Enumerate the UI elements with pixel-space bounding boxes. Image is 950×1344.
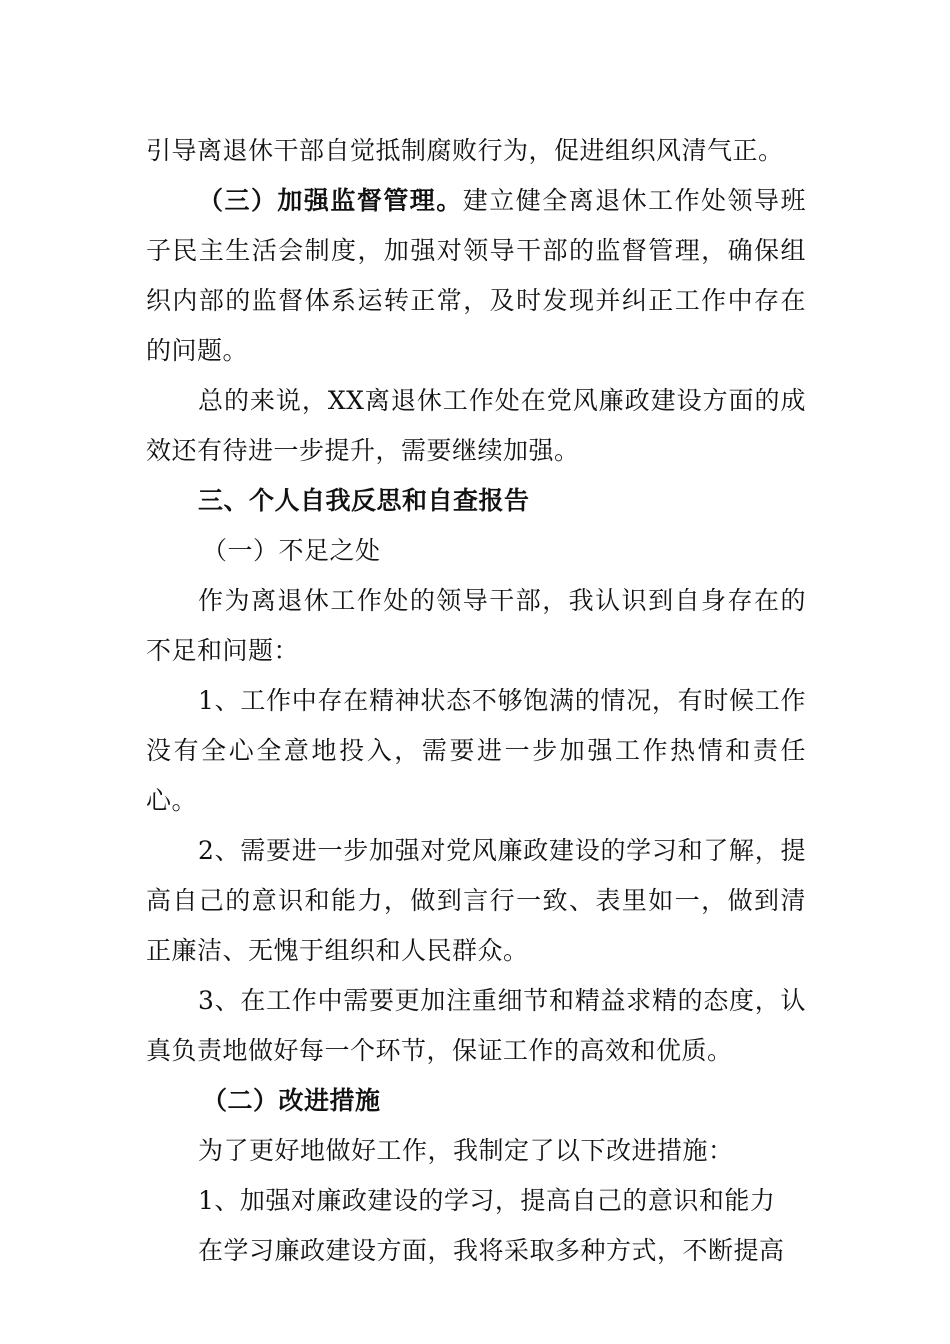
list-item-2: 2、需要进一步加强对党风廉政建设的学习和了解，提高自己的意识和能力，做到言行一致、表里如一，做到清正廉洁、无愧于组织和人民群众。	[146, 836, 806, 965]
paragraph-improvement-detail: 在学习廉政建设方面，我将采取多种方式，不断提高	[198, 1236, 785, 1265]
paragraph-summary: 总的来说，XX离退休工作处在党风廉政建设方面的成效还有待进一步提升，需要继续加强。	[146, 386, 806, 465]
paragraph-supervision	[146, 176, 806, 376]
subheading-shortcomings: （一）不足之处	[202, 536, 381, 565]
paragraph-improvement-intro: 为了更好地做好工作，我制定了以下改进措施：	[198, 1136, 734, 1165]
document-body	[146, 126, 806, 1276]
paragraph-supervision-text: 建立健全离退休工作处领导班子民主生活会制度，加强对领导干部的监督管理，确保组织内部的监督体系运转正常，及时发现并纠正工作中存在的问题。	[146, 186, 806, 365]
list-item-1: 1、工作中存在精神状态不够饱满的情况，有时候工作没有全心全意地投入，需要进一步加强工作热情和责任心。	[146, 686, 806, 815]
section-heading-three: 三、个人自我反思和自查报告	[198, 486, 530, 515]
improvement-item-1: 1、加强对廉政建设的学习，提高自己的意识和能力	[198, 1186, 776, 1215]
paragraph-supervision-title: （三）加强监督管理。	[198, 186, 463, 215]
paragraph-continuation: 引导离退休干部自觉抵制腐败行为，促进组织风清气正。	[146, 136, 784, 165]
subheading-improvements: （二）改进措施	[202, 1086, 381, 1115]
paragraph-self-awareness: 作为离退休工作处的领导干部，我认识到自身存在的不足和问题：	[146, 586, 806, 665]
list-item-3: 3、在工作中需要更加注重细节和精益求精的态度，认真负责地做好每一个环节，保证工作的高效和优质。	[146, 986, 806, 1065]
